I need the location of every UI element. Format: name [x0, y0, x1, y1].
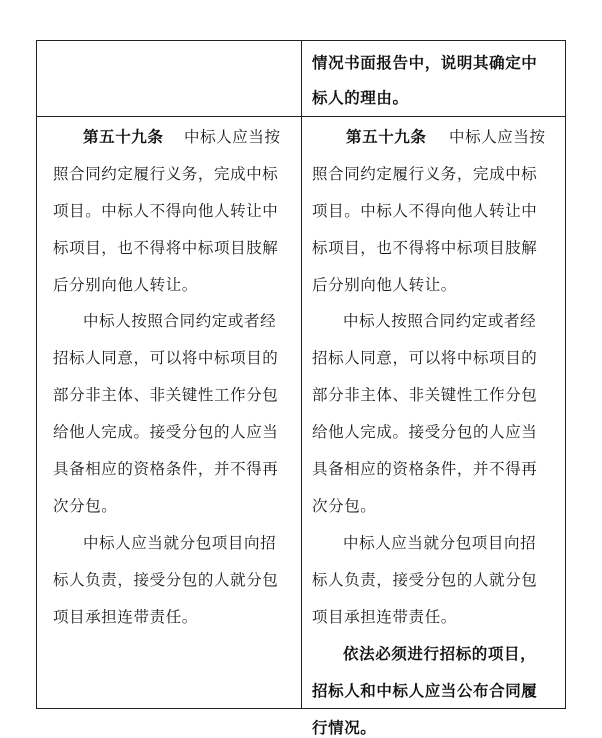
article-heading: 第五十九条 [346, 128, 427, 146]
text-line: 部分非主体、非关键性工作分包 [53, 386, 279, 404]
text-line: 标人的理由。 [312, 89, 409, 107]
text-line: 中标人应当就分包项目向招 [343, 534, 537, 552]
text-line: 次分包。 [312, 497, 377, 515]
top-right-cell [302, 41, 565, 116]
text-line: 给他人完成。接受分包的人应当 [53, 423, 279, 441]
text-line: 后分别向他人转让。 [312, 276, 457, 294]
text-line: 项目承担连带责任。 [312, 608, 457, 626]
text-line: 次分包。 [53, 497, 118, 515]
added-text-line: 行情况。 [312, 719, 377, 737]
text-line: 项目承担连带责任。 [53, 608, 198, 626]
text-line: 中标人应当按 [184, 128, 281, 146]
table-row [37, 41, 565, 117]
text-line: 具备相应的资格条件，并不得再 [53, 460, 279, 478]
table-row [37, 117, 565, 737]
top-left-cell [37, 41, 302, 116]
text-line: 中标人应当就分包项目向招 [83, 534, 277, 552]
text-line: 标人负责，接受分包的人就分包 [53, 571, 279, 589]
text-line: 标项目，也不得将中标项目肢解 [312, 239, 538, 257]
added-text-line: 招标人和中标人应当公布合同履 [312, 682, 538, 700]
text-line: 招标人同意，可以将中标项目的 [312, 349, 538, 367]
left-article-cell [37, 117, 302, 708]
right-article-cell [302, 117, 565, 737]
added-text-line: 依法必须进行招标的项目， [343, 645, 537, 663]
text-line: 具备相应的资格条件，并不得再 [312, 460, 538, 478]
text-line: 项目。中标人不得向他人转让中 [53, 202, 279, 220]
comparison-table [36, 40, 566, 737]
text-line: 情况书面报告中，说明其确定中 [312, 54, 538, 72]
text-line: 中标人应当按 [449, 128, 546, 146]
text-line: 照合同约定履行义务，完成中标 [53, 165, 279, 183]
text-line: 中标人按照合同约定或者经 [83, 312, 277, 330]
text-line: 照合同约定履行义务，完成中标 [312, 165, 538, 183]
text-line: 后分别向他人转让。 [53, 276, 198, 294]
text-line: 项目。中标人不得向他人转让中 [312, 202, 538, 220]
text-line: 中标人按照合同约定或者经 [343, 312, 537, 330]
text-line: 招标人同意，可以将中标项目的 [53, 349, 279, 367]
article-heading: 第五十九条 [83, 128, 164, 146]
text-line: 标人负责，接受分包的人就分包 [312, 571, 538, 589]
text-line: 给他人完成。接受分包的人应当 [312, 423, 538, 441]
text-line: 标项目，也不得将中标项目肢解 [53, 239, 279, 257]
text-line: 部分非主体、非关键性工作分包 [312, 386, 538, 404]
